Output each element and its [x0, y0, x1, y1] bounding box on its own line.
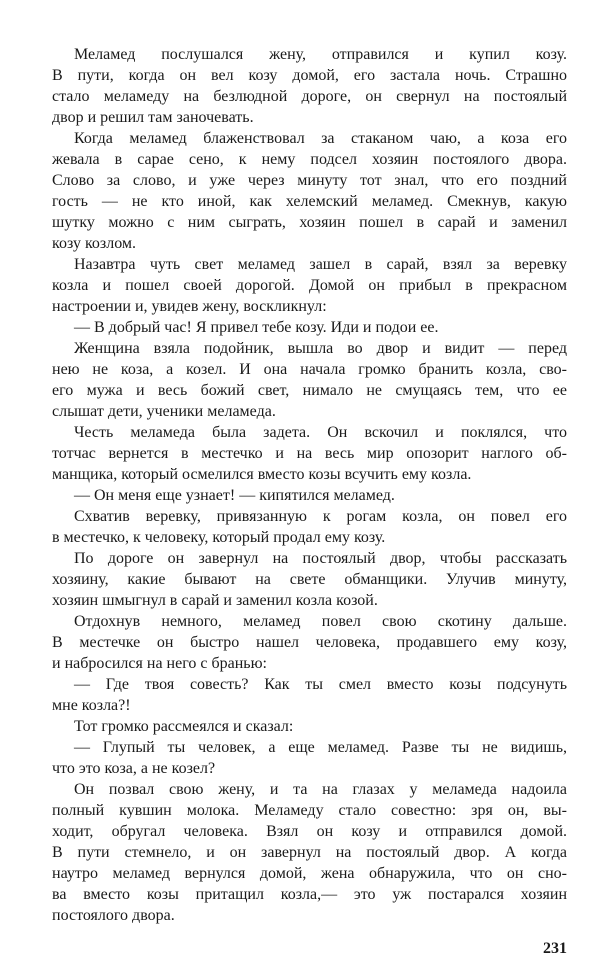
text-line: В пути стемнело, и он завернул на постоялый двор. А когда	[52, 844, 567, 861]
text-line: двор и решил там заночевать.	[52, 109, 254, 126]
text-line: тотчас вернется в местечко и на весь мир опозорит наглого об-	[52, 445, 567, 462]
page-number: 231	[543, 940, 567, 957]
text-line: гость — не кто иной, как хелемский меламед. Смекнув, какую	[52, 193, 567, 210]
text-line: жевала в сарае сено, к нему подсел хозяин постоялого двора.	[52, 151, 567, 168]
paragraph	[52, 128, 567, 254]
text-line: шутку можно с ним сыграть, хозяин пошел в сарай и заменил	[52, 214, 567, 231]
text-line: стало меламеду на безлюдной дороге, он свернул на постоялый	[52, 88, 567, 105]
text-line: — Он меня еще узнает! — кипятился меламед.	[74, 487, 395, 504]
text-line: Слово за слово, и уже через минуту тот знал, что его поздний	[52, 172, 567, 189]
text-line: в местечко, к человеку, который продал ему козу.	[52, 529, 386, 546]
text-line: ходит, обругал человека. Взял он козу и отправился домой.	[52, 823, 567, 840]
paragraph	[52, 548, 567, 611]
paragraph	[52, 317, 567, 338]
paragraph	[52, 737, 567, 779]
text-line: нею не коза, а козел. И она начала громко бранить козла, сво-	[52, 361, 567, 378]
text-line: хозяин шмыгнул в сарай и заменил козла козой.	[52, 592, 378, 609]
paragraph	[52, 506, 567, 548]
text-line: Женщина взяла подойник, вышла во двор и видит — перед	[74, 340, 567, 357]
paragraph	[52, 422, 567, 485]
text-line: Отдохнув немного, меламед повел свою скотину дальше.	[74, 613, 567, 630]
text-line: и набросился на него с бранью:	[52, 655, 267, 672]
paragraph	[52, 674, 567, 716]
text-line: козу козлом.	[52, 235, 137, 252]
paragraph	[52, 779, 567, 926]
text-line: Назавтра чуть свет меламед зашел в сарай, взял за веревку	[74, 256, 567, 273]
text-line: Схватив веревку, привязанную к рогам козла, он повел его	[74, 508, 567, 525]
text-line: — В добрый час! Я привел тебе козу. Иди и подои ее.	[74, 319, 439, 336]
text-line: манщика, который осмелился вместо козы всучить ему козла.	[52, 466, 472, 483]
text-line: В местечке он быстро нашел человека, продавшего ему козу,	[52, 634, 567, 651]
text-line: постоялого двора.	[52, 907, 175, 924]
text-line: слышат дети, ученики меламеда.	[52, 403, 276, 420]
paragraph	[52, 254, 567, 317]
text-line: Меламед послушался жену, отправился и купил козу.	[74, 46, 567, 63]
text-line: Честь меламеда была задета. Он вскочил и поклялся, что	[74, 424, 567, 441]
text-line: — Глупый ты человек, а еще меламед. Разве ты не видишь,	[74, 739, 567, 756]
paragraph	[52, 44, 567, 128]
paragraph	[52, 338, 567, 422]
text-line: мне козла?!	[52, 697, 131, 714]
text-line: По дороге он завернул на постоялый двор, чтобы рассказать	[74, 550, 567, 567]
paragraph	[52, 611, 567, 674]
text-line: В пути, когда он вел козу домой, его застала ночь. Страшно	[52, 67, 567, 84]
paragraph	[52, 485, 567, 506]
text-line: козла и пошел своей дорогой. Домой он прибыл в прекрасном	[52, 277, 567, 294]
text-line: настроении и, увидев жену, воскликнул:	[52, 298, 327, 315]
page-body	[52, 0, 567, 959]
text-line: наутро меламед вернулся домой, жена обнаружила, что он сно-	[52, 865, 567, 882]
text-line: полный кувшин молока. Меламеду стало совестно: зря он, вы-	[52, 802, 567, 819]
text-line: его мужа и весь божий свет, нимало не смущаясь тем, что ее	[52, 382, 567, 399]
page-text	[52, 44, 567, 926]
text-line: ва вместо козы притащил козла,— это уж постарался хозяин	[52, 886, 567, 903]
text-line: Когда меламед блаженствовал за стаканом чаю, а коза его	[74, 130, 567, 147]
paragraph	[52, 716, 567, 737]
text-line: что это коза, а не козел?	[52, 760, 216, 777]
text-line: Он позвал свою жену, и та на глазах у меламеда надоила	[74, 781, 567, 798]
text-line: Тот громко рассмеялся и сказал:	[74, 718, 294, 735]
text-line: — Где твоя совесть? Как ты смел вместо козы подсунуть	[74, 676, 567, 693]
text-line: хозяину, какие бывают на свете обманщики. Улучив минуту,	[52, 571, 567, 588]
